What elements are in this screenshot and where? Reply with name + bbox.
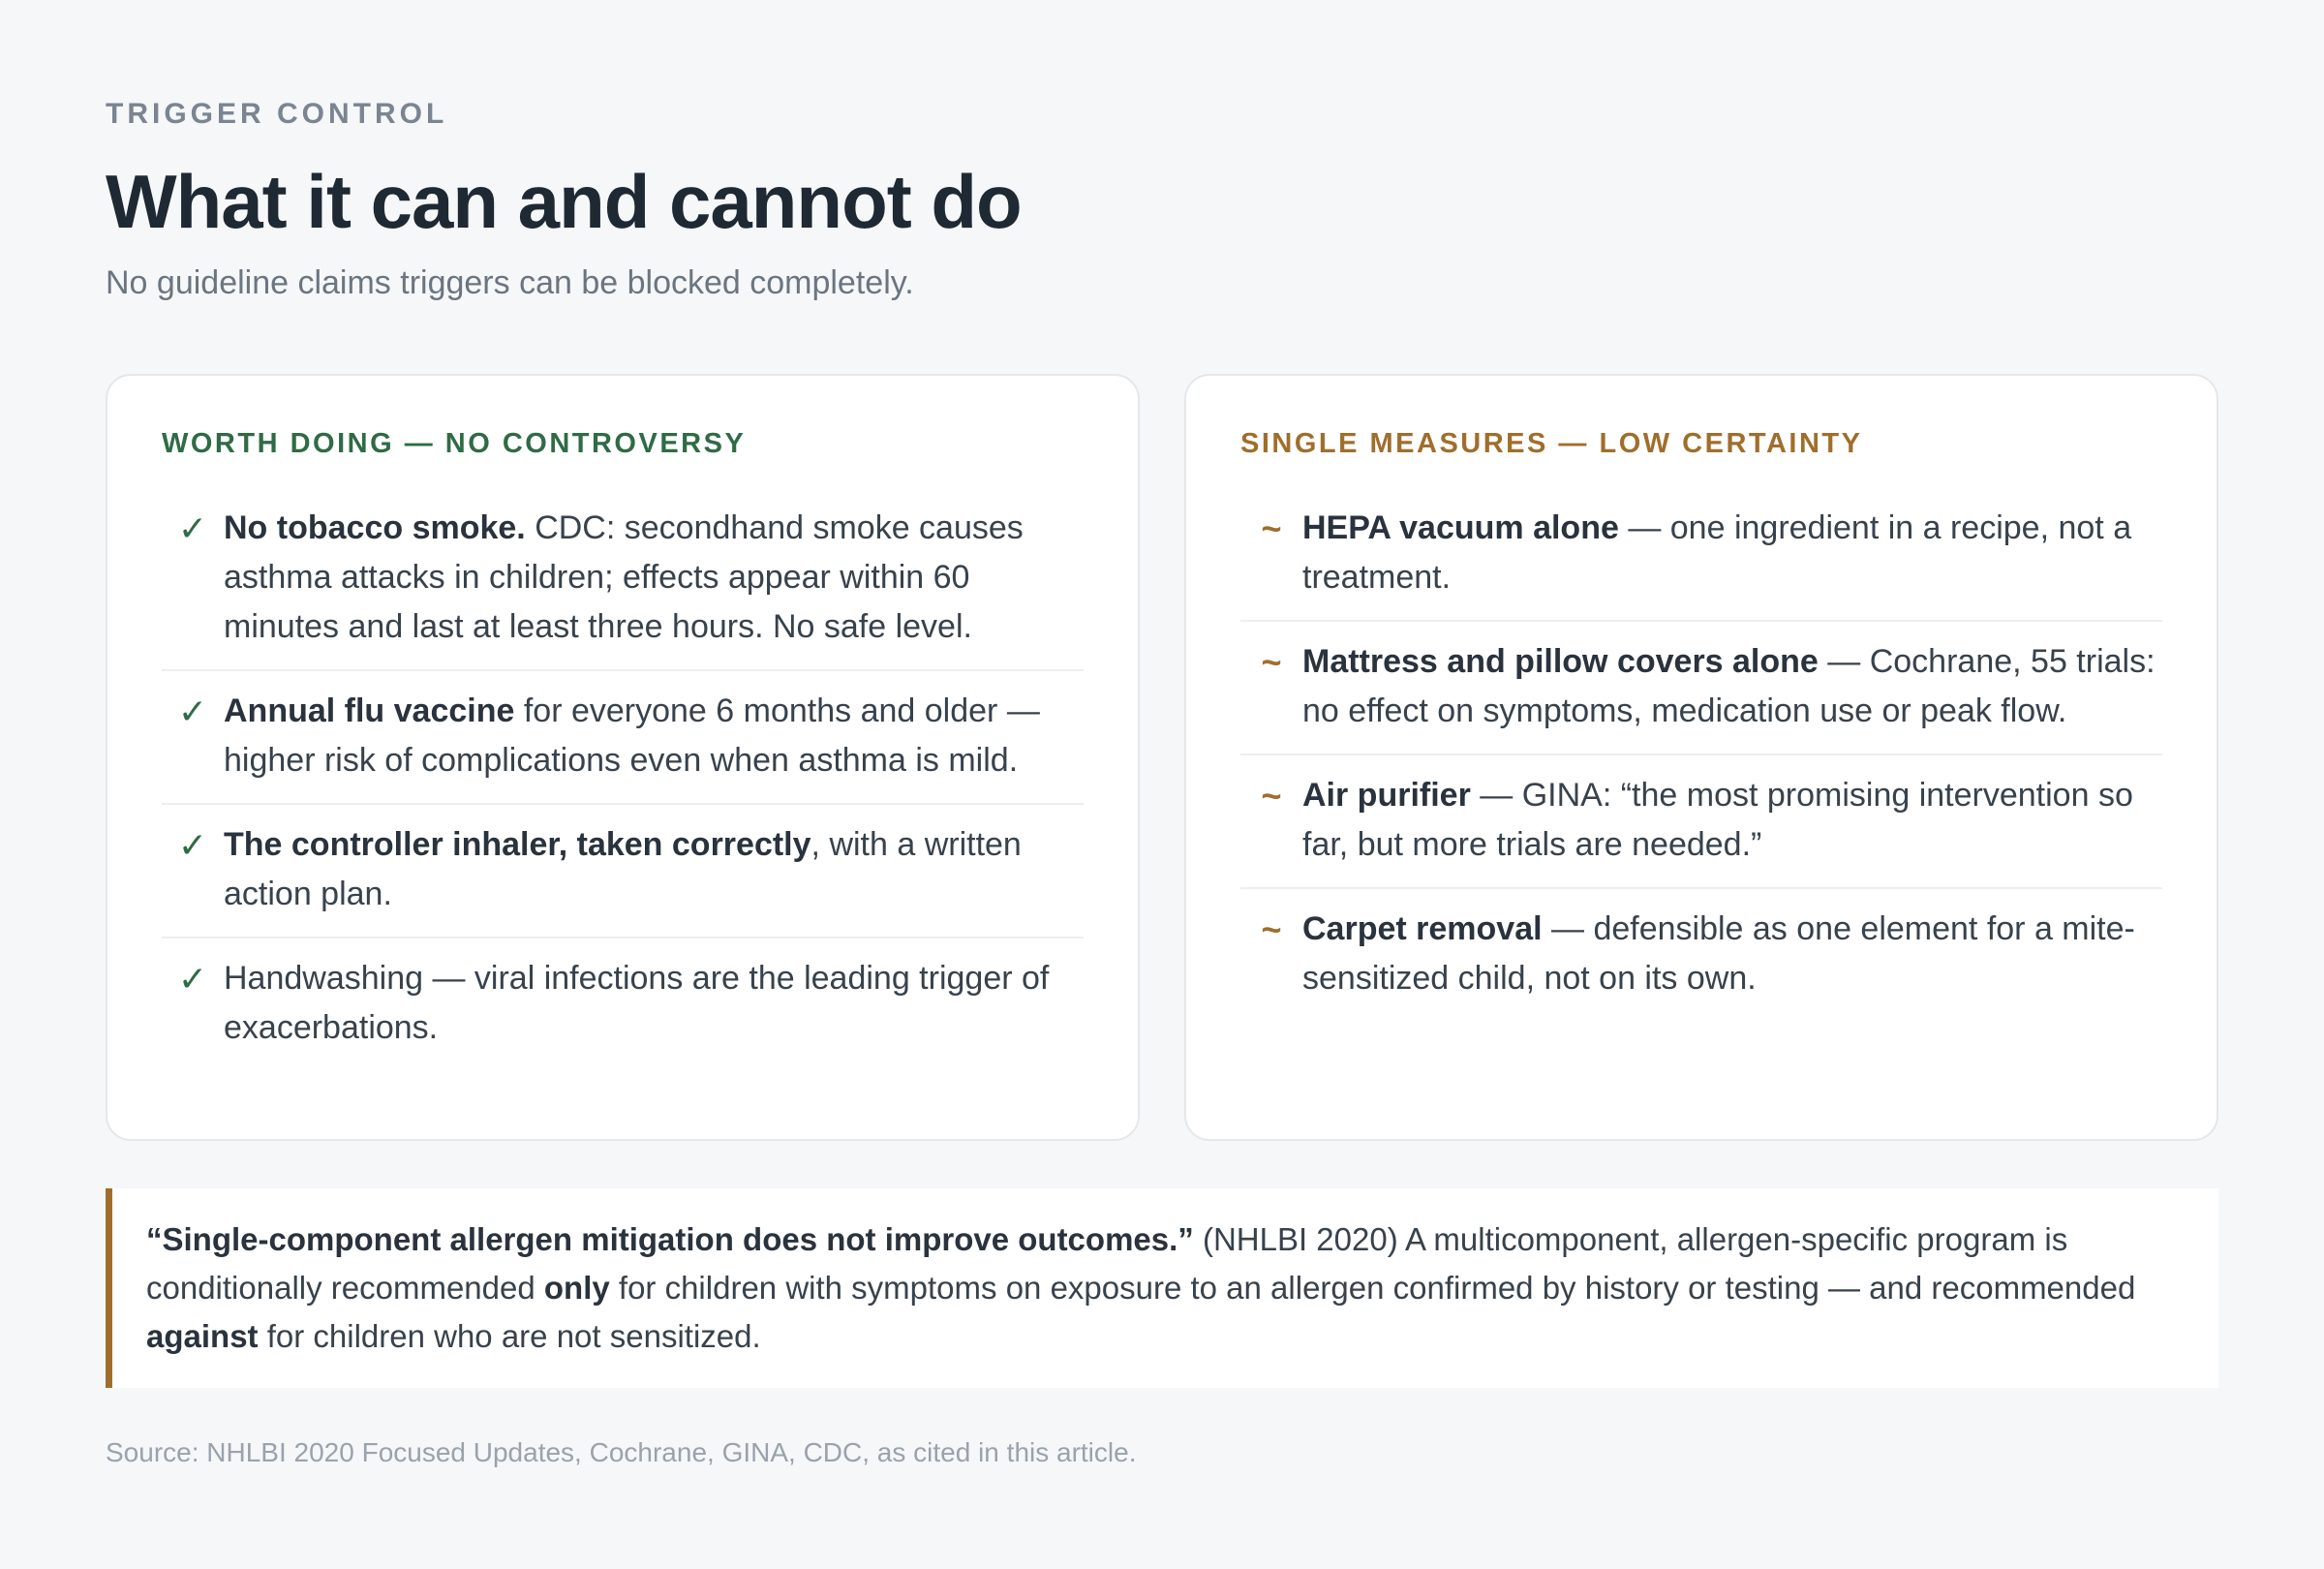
list-item [1240,755,2162,889]
page-subtitle: No guideline claims triggers can be blocked completely. [106,264,914,301]
list-item-bold: The controller inhaler, taken correctly [224,826,811,863]
list-item-bold: No tobacco smoke. [224,509,526,546]
check-icon: ✓ [177,692,208,731]
tilde-icon: ~ [1261,508,1282,548]
list-item-text [224,954,1084,1053]
list-item [162,805,1084,938]
worth-doing-list [162,488,1084,1070]
list-item [1240,622,2162,755]
list-item-text [1302,637,2162,736]
list-item [1240,488,2162,622]
list-item [162,488,1084,671]
list-item-body: — one ingredient in a recipe, not a treatment. [1302,509,2132,596]
list-item-bold: HEPA vacuum alone [1302,509,1619,546]
list-item-body: — Cochrane, 55 trials: no effect on symptoms, medication use or peak flow. [1302,643,2156,729]
check-icon: ✓ [177,959,208,999]
list-item-text [224,687,1084,785]
worth-doing-card [106,374,1140,1141]
tilde-icon: ~ [1261,642,1282,682]
section-eyebrow: TRIGGER CONTROL [106,98,448,130]
list-item-body: for everyone 6 months and older — higher risk of complications even when asthma is mild. [224,692,1040,779]
check-icon: ✓ [177,825,208,865]
list-item-bold: Mattress and pillow covers alone [1302,643,1819,680]
list-item-text [1302,771,2162,870]
list-item-body: — GINA: “the most promising intervention so far, but more trials are needed.” [1302,777,2133,863]
list-item-body: , with a written action plan. [224,826,1022,912]
cards-row [106,374,2218,1143]
tilde-icon: ~ [1261,909,1282,949]
low-certainty-card [1184,374,2218,1141]
list-item-bold: Carpet removal [1302,910,1543,947]
list-item-bold: Annual flu vaccine [224,692,515,729]
page-title: What it can and cannot do [106,159,1022,244]
list-item-text [1302,905,2162,1003]
low-certainty-heading: SINGLE MEASURES — LOW CERTAINTY [1240,428,1863,459]
callout-emphasis-against: against [146,1318,259,1354]
callout-text: for children who are not sensitized. [258,1318,761,1354]
page [106,97,2218,1467]
list-item-text [1302,504,2162,602]
list-item-text [224,820,1084,919]
callout-quote: “Single-component allergen mitigation does not improve outcomes.” [146,1221,1194,1257]
callout-text: (NHLBI 2020) A multicomponent, allergen-specific program is conditionally recommended [146,1221,2068,1306]
list-item-bold: Air purifier [1302,777,1471,814]
list-item [1240,889,2162,1021]
list-item [162,671,1084,805]
worth-doing-heading: WORTH DOING — NO CONTROVERSY [162,428,747,459]
list-item [162,938,1084,1070]
list-item-body: Handwashing — viral infections are the leading trigger of exacerbations. [224,960,1050,1046]
tilde-icon: ~ [1261,776,1282,815]
nhlbi-callout [106,1188,2218,1388]
low-certainty-list [1240,488,2162,1021]
callout-text: for children with symptoms on exposure to an allergen confirmed by history or testing — and recommended [609,1270,2136,1306]
callout-emphasis-only: only [543,1270,610,1306]
list-item-body: CDC: secondhand smoke causes asthma attacks in children; effects appear within 60 minutes and last at least three hours. No safe level. [224,509,1024,645]
source-note: Source: NHLBI 2020 Focused Updates, Cochrane, GINA, CDC, as cited in this article. [106,1437,1137,1467]
check-icon: ✓ [177,508,208,548]
list-item-body: — defensible as one element for a mite-sensitized child, not on its own. [1302,910,2135,997]
list-item-text [224,504,1084,652]
